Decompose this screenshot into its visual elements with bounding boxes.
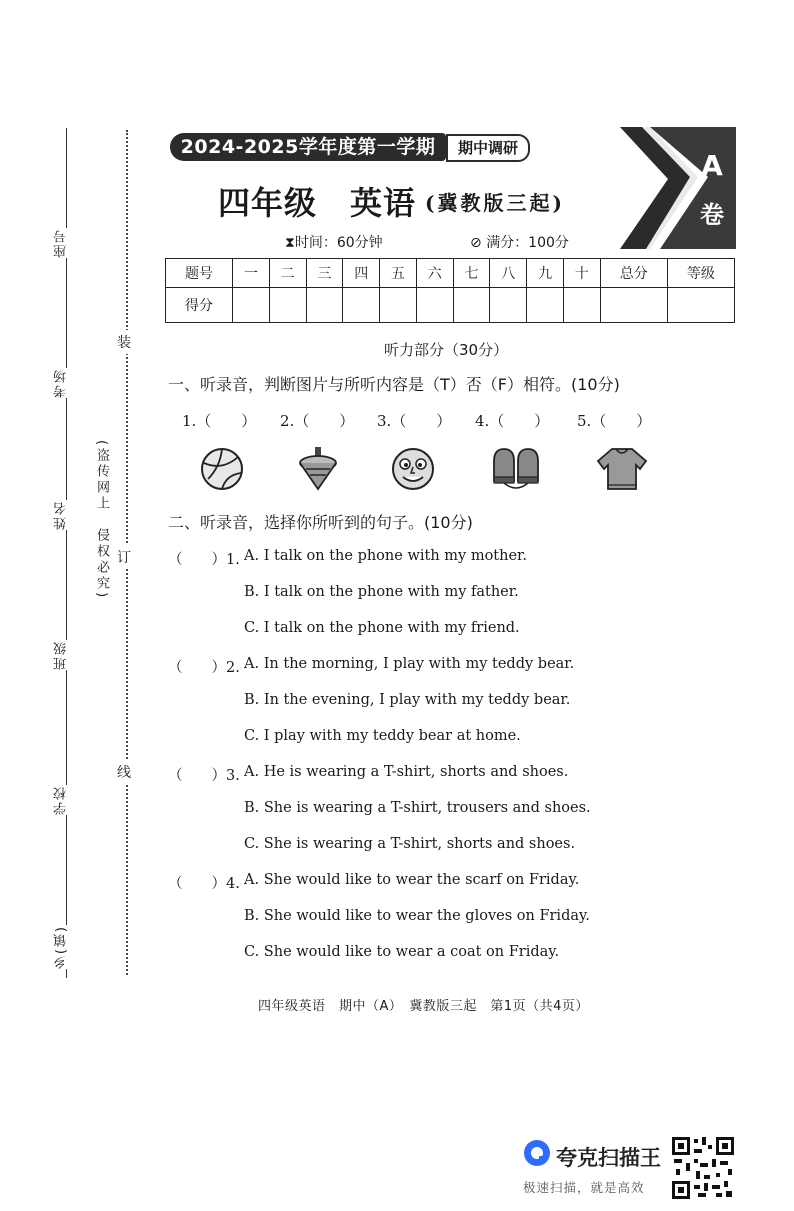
cut-mark-zhuang: 装 (117, 330, 131, 354)
field-class: 班级 (54, 640, 69, 670)
answer-paren-2[interactable]: （ ）2. (168, 660, 240, 676)
option-1a: A. I talk on the phone with my mother. (244, 548, 527, 564)
option-4c: C. She would like to wear a coat on Friday. (244, 944, 560, 960)
score-table-header: 三 (306, 259, 343, 288)
score-table-header: 一 (233, 259, 270, 288)
score-row-label: 得分 (166, 288, 233, 323)
watermark-slogan: 极速扫描，就是高效 (523, 1180, 645, 1195)
page-title: 四年级 英语 (218, 184, 417, 222)
exam-tag: 期中调研 (446, 134, 530, 162)
score-cell[interactable] (667, 288, 734, 323)
option-4a: A. She would like to wear the scarf on Friday. (244, 872, 580, 888)
score-table-header: 九 (527, 259, 564, 288)
option-4b: B. She would like to wear the gloves on Friday. (244, 908, 590, 924)
option-1c: C. I talk on the phone with my friend. (244, 620, 520, 636)
score-info: ⊘ 满分：100分 (470, 235, 569, 251)
option-3a: A. He is wearing a T-shirt, shorts and shoes. (244, 764, 569, 780)
option-1b: B. I talk on the phone with my father. (244, 584, 519, 600)
score-table-header: 二 (269, 259, 306, 288)
score-table-header: 题号 (166, 259, 233, 288)
field-school: 学校 (54, 785, 69, 815)
option-2b: B. In the evening, I play with my teddy bear. (244, 692, 571, 708)
field-exam-room: 考场 (54, 368, 69, 398)
score-cell[interactable] (600, 288, 667, 323)
watermark-name: 夸克扫描王 (556, 1146, 661, 1170)
hourglass-icon: ⧗ (285, 235, 295, 251)
answer-paren-1[interactable]: （ ）1. (168, 552, 240, 568)
answer-blank-1[interactable]: 1.（ ） (182, 412, 257, 430)
answer-paren-3[interactable]: （ ）3. (168, 768, 240, 784)
page-footer: 四年级英语 期中（A） 冀教版三起 第1页（共4页） (258, 999, 589, 1014)
answer-blank-5[interactable]: 5.（ ） (577, 412, 652, 430)
question-1-heading: 一、听录音，判断图片与所听内容是（T）否（F）相符。(10分) (168, 375, 620, 394)
score-table-header: 八 (490, 259, 527, 288)
score-table-header: 等级 (667, 259, 734, 288)
question-2-heading: 二、听录音，选择你所听到的句子。(10分) (168, 513, 473, 532)
mittens-icon (488, 445, 544, 493)
score-cell[interactable] (380, 288, 417, 323)
spinning-top-icon (296, 445, 340, 493)
term-banner: 2024-2025学年度第一学期 (170, 133, 446, 161)
paper-version-corner (620, 127, 736, 249)
scanner-logo-icon (522, 1138, 552, 1168)
score-cell[interactable] (453, 288, 490, 323)
score-table-header: 十 (563, 259, 600, 288)
field-seat-number: 座号 (54, 228, 69, 258)
score-cell[interactable] (563, 288, 600, 323)
score-table-header: 六 (416, 259, 453, 288)
answer-blank-4[interactable]: 4.（ ） (475, 412, 550, 430)
score-cell[interactable] (343, 288, 380, 323)
score-table-header: 四 (343, 259, 380, 288)
score-table-header: 五 (380, 259, 417, 288)
face-icon (388, 445, 438, 493)
option-2c: C. I play with my teddy bear at home. (244, 728, 521, 744)
copyright-notice: (盗传网上 侵权必究) (94, 440, 109, 601)
score-cell[interactable] (490, 288, 527, 323)
score-cell[interactable] (416, 288, 453, 323)
paper-label: 卷 (700, 201, 724, 229)
option-3c: C. She is wearing a T-shirt, shorts and shoes. (244, 836, 576, 852)
score-table-header: 总分 (600, 259, 667, 288)
section-title: 听力部分（30分） (384, 341, 509, 359)
score-table (165, 258, 735, 323)
field-township: 乡(镇) (54, 925, 69, 970)
volleyball-icon (198, 445, 246, 493)
sweater-icon (594, 445, 650, 493)
cut-mark-ding: 订 (117, 545, 131, 569)
time-info: ⧗时间：60分钟 (285, 235, 383, 251)
check-circle-icon: ⊘ (470, 235, 482, 251)
edition-label: (冀教版三起) (425, 191, 565, 215)
option-2a: A. In the morning, I play with my teddy bear. (244, 656, 575, 672)
score-cell[interactable] (233, 288, 270, 323)
option-3b: B. She is wearing a T-shirt, trousers and shoes. (244, 800, 591, 816)
score-table-header: 七 (453, 259, 490, 288)
score-cell[interactable] (306, 288, 343, 323)
answer-blank-2[interactable]: 2.（ ） (280, 412, 355, 430)
cut-mark-xian: 线 (117, 760, 131, 784)
score-cell[interactable] (527, 288, 564, 323)
paper-letter: A (701, 149, 723, 182)
answer-paren-4[interactable]: （ ）4. (168, 876, 240, 892)
field-name: 姓名 (54, 500, 69, 530)
qr-code-icon (670, 1135, 736, 1201)
answer-blank-3[interactable]: 3.（ ） (377, 412, 452, 430)
score-cell[interactable] (269, 288, 306, 323)
